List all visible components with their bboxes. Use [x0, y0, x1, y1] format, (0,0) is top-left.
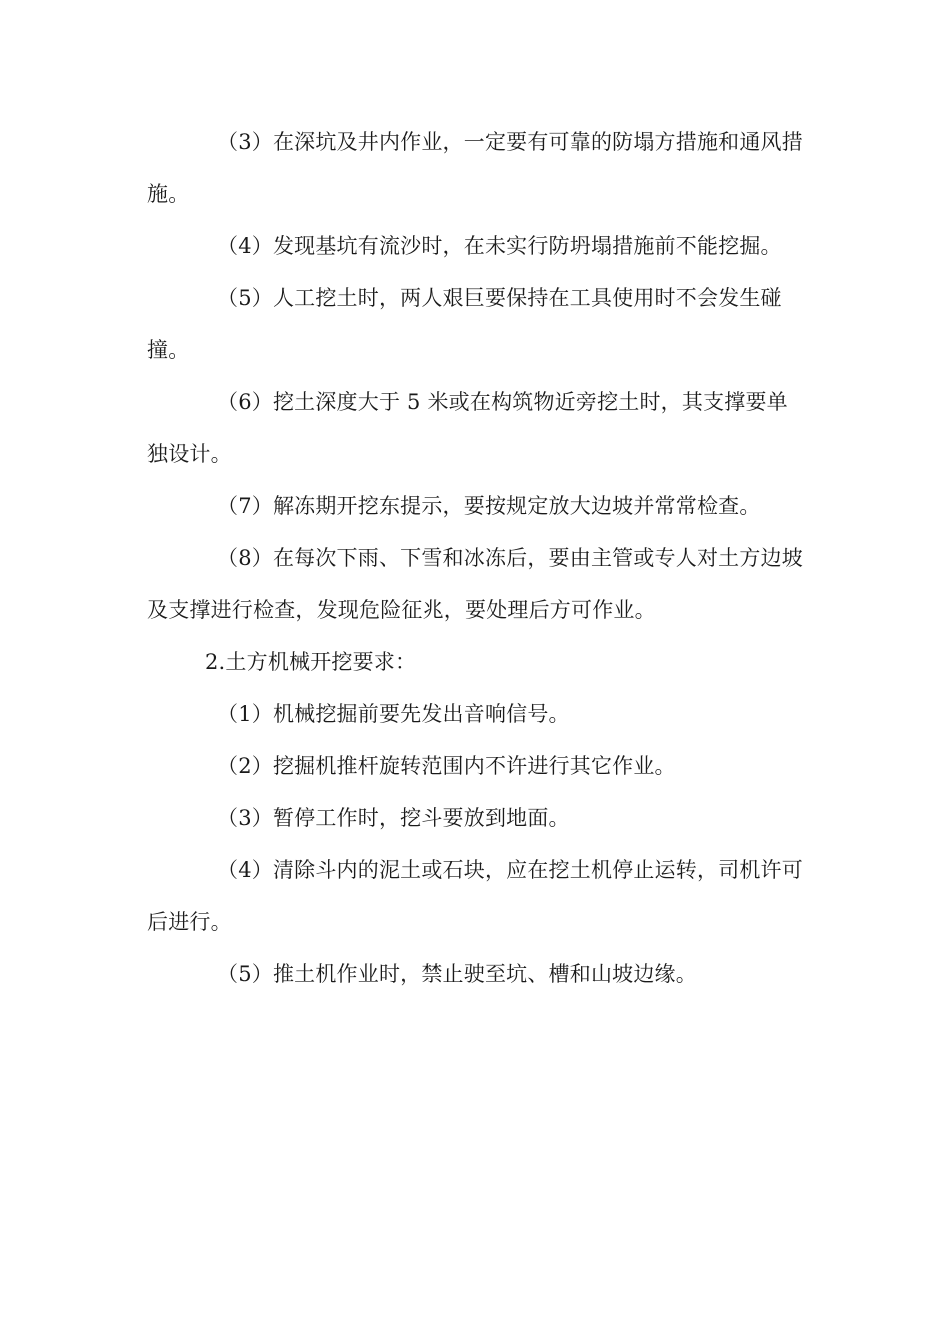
machine-item-5: （5）推土机作业时，禁止驶至坑、槽和山坡边缘。 [217, 962, 697, 986]
section-heading: 2.土方机械开挖要求： [205, 650, 417, 674]
document-body [147, 116, 807, 1000]
paragraph-item-3: （3）在深坑及井内作业，一定要有可靠的防塌方措施和通风措施。 [147, 130, 803, 206]
paragraph-item-4: （4）发现基坑有流沙时，在未实行防坍塌措施前不能挖掘。 [217, 234, 782, 258]
machine-item-4: （4）清除斗内的泥土或石块，应在挖土机停止运转，司机许可后进行。 [147, 858, 803, 934]
paragraph-item-5: （5）人工挖土时，两人艰巨要保持在工具使用时不会发生碰撞。 [147, 286, 782, 362]
paragraph-item-7: （7）解冻期开挖东提示，要按规定放大边坡并常常检查。 [217, 494, 761, 518]
paragraph-item-8: （8）在每次下雨、下雪和冰冻后，要由主管或专人对土方边坡及支撑进行检查，发现危险征兆，要处理后方可作业。 [147, 546, 803, 622]
machine-item-3: （3）暂停工作时，挖斗要放到地面。 [217, 806, 570, 830]
paragraph-item-6: （6）挖土深度大于 5 米或在构筑物近旁挖土时，其支撑要单独设计。 [147, 390, 788, 466]
machine-item-1: （1）机械挖掘前要先发出音响信号。 [217, 702, 570, 726]
machine-item-2: （2）挖掘机推杆旋转范围内不许进行其它作业。 [217, 754, 676, 778]
